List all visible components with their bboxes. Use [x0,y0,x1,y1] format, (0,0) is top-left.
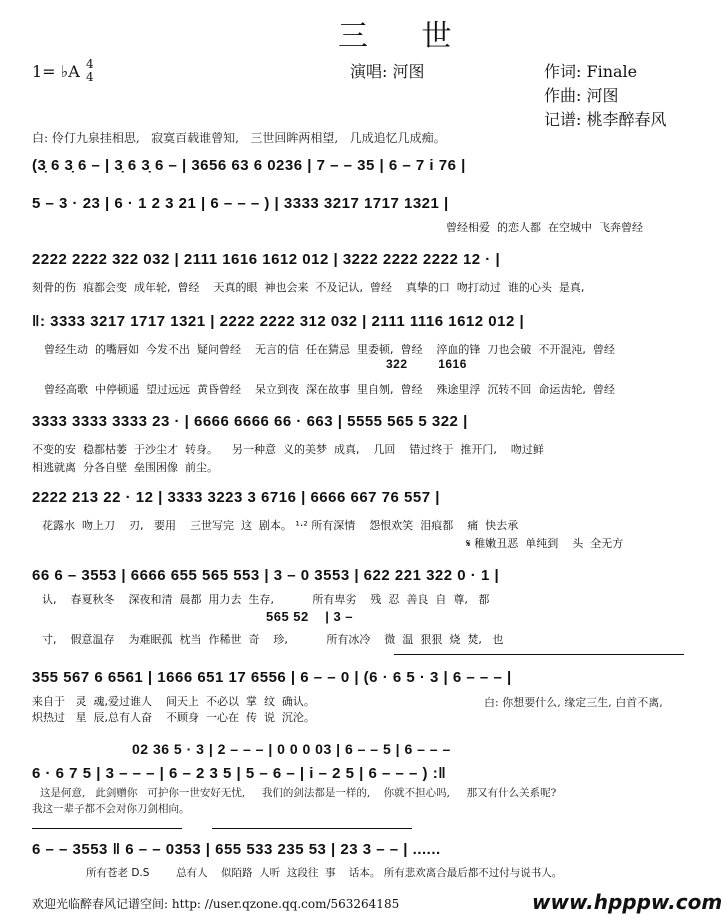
lyrics-line-10: 所有苍老 D.S 总有人 似陌路 人听 这段往 事 话本。 所有悲欢离合最后都不过付与说书人。 [86,867,563,879]
ending-bracket-1 [394,654,684,655]
transcriber-credit: 记谱: 桃李醉春风 [544,110,667,129]
dialogue-9b: 我这一辈子都不会对你刀剑相向。 [32,803,190,815]
lyrics-line-8a: 来自于 灵 魂,爱过谁人 间天上 不必以 掌 纹 确认。 [32,695,315,708]
notation-line-6: 2222 213 22 · 12 | 3333 3223 3 6716 | 6666 667 76 557 | [32,489,440,506]
key-signature: 1= ♭A [32,62,80,81]
lyricist-credit: 作词: Finale [544,62,638,81]
time-signature-top: 4 [86,57,94,71]
notation-line-4: ‖: 3333 3217 1717 1321 | 2222 2222 312 032 | 2111 1116 1612 012 | [32,313,525,330]
lyrics-line-6b: 𝄋 稚嫩丑恶 单纯到 头 全无方 [466,537,624,550]
dialogue-9a: 这是何意, 此剑赠你 可护你一世安好无忧, 我们的剑法都是一样的, 你就不担心吗, 那又有什么关系呢? [40,787,557,799]
notation-line-1: (3̣ 6 3̣ 6 – | 3̣ 6 3̣ 6 – | 3656 63 6 0236 | 7 – – 35 | 6 – 7 i 76 | [32,157,466,174]
notation-line-2: 5 – 3 · 23 | 6 · 1 2 3 21 | 6 – – – ) | 3333 3217 1717 1321 | [32,195,449,212]
lyrics-line-4b: 曾经高歌 中停顿遥 望过远远 黄昏曾经 呆立到夜 深在故事 里自刎, 曾经 殊途里浮 沉转不回 命运齿轮, 曾经 [44,383,615,396]
composer-credit: 作曲: 河图 [544,86,619,105]
lyrics-line-5b: 相逃就离 分各自壁 垒围困像 前尘。 [32,461,218,474]
song-title: 三 世 [338,19,474,54]
lyrics-line-8b: 炽热过 星 辰,总有人奋 不顾身 一心在 传 说 沉沦。 [32,711,315,724]
notation-line-3: 2222 2222 322 032 | 2111 1616 1612 012 | 3222 2222 2222 12 · | [32,251,501,268]
footer-brand-logo: www.hpppw.com [532,890,723,914]
lyrics-line-7b: 寸, 假意温存 为难眠孤 枕当 作稀世 奇 珍, 所有冰冷 微 温 狠狠 烧 焚, 也 [42,633,504,646]
time-signature-bottom: 4 [86,70,94,84]
ending-bracket-2 [32,828,182,829]
notation-variant-9: 02 36 5 · 3 | 2 – – – | 0 0 0 03 | 6 – – 5 | 6 – – – [132,741,451,757]
footer-visit-text: 欢迎光临醉春风记谱空间: http: //user.qzone.qq.com/563264185 [32,897,400,911]
lyrics-line-3: 刻骨的伤 痕都会变 成年轮, 曾经 天真的眼 神也会来 不及记认, 曾经 真挚的口 吻打动过 谁的心头 是真, [32,281,585,294]
singer-credit: 演唱: 河图 [350,62,425,81]
notation-variant-7: 565 52 | 3 – [266,609,354,624]
dialogue-8: 白: 你想要什么, 缘定三生, 白首不离, [484,696,663,709]
notation-variant-4: 322 1616 [386,357,467,371]
notation-line-7: 66 6 – 3553 | 6666 655 565 553 | 3 – 0 3553 | 622 221 322 0 · 1 | [32,567,500,584]
notation-line-5: 3333 3333 3333 23 · | 6666 6666 66 · 663 | 5555 565 5 322 | [32,413,468,430]
lyrics-line-4a: 曾经生动 的嘴唇如 今发不出 疑问曾经 无言的信 任在猜忌 里委顿, 曾经 淬血的锋 刀也会破 不开混沌, 曾经 [44,343,615,356]
intro-narration: 白: 伶仃九泉挂相思, 寂寞百载谁曾知, 三世回眸两相望, 几成追忆几成痴。 [32,131,446,145]
notation-line-9: 6 · 6 7 5 | 3 – – – | 6 – 2 3 5 | 5 – 6 – | i – 2 5 | 6 – – – ) :‖ [32,765,447,782]
lyrics-line-5a: 不变的安 稳都枯萎 于沙尘才 转身。 另一种意 义的美梦 成真, 几回 错过终于 推开门, 吻过鲜 [32,443,544,456]
notation-line-8: 355 567 6 6561 | 1666 651 17 6556 | 6 – – 0 | (6 · 6 5 · 3 | 6 – – – | [32,669,512,686]
lyrics-line-6a: 花露水 吻上刀 刃, 要用 三世写完 这 剧本。 ¹·² 所有深情 怨恨欢笑 泪痕都 痛 快去承 [42,519,519,532]
lyrics-line-7a: 认, 春夏秋冬 深夜和清 晨都 用力去 生存, 所有卑劣 残 忍 善良 自 尊, 都 [42,593,490,606]
lyrics-line-2: 曾经相爱 的恋人都 在空城中 飞奔曾经 [446,221,643,234]
notation-line-10: 6 – – 3553 ‖ 6 – – 0353 | 655 533 235 53 | 23 3 – – | ...... [32,841,441,858]
ending-bracket-3 [212,828,412,829]
